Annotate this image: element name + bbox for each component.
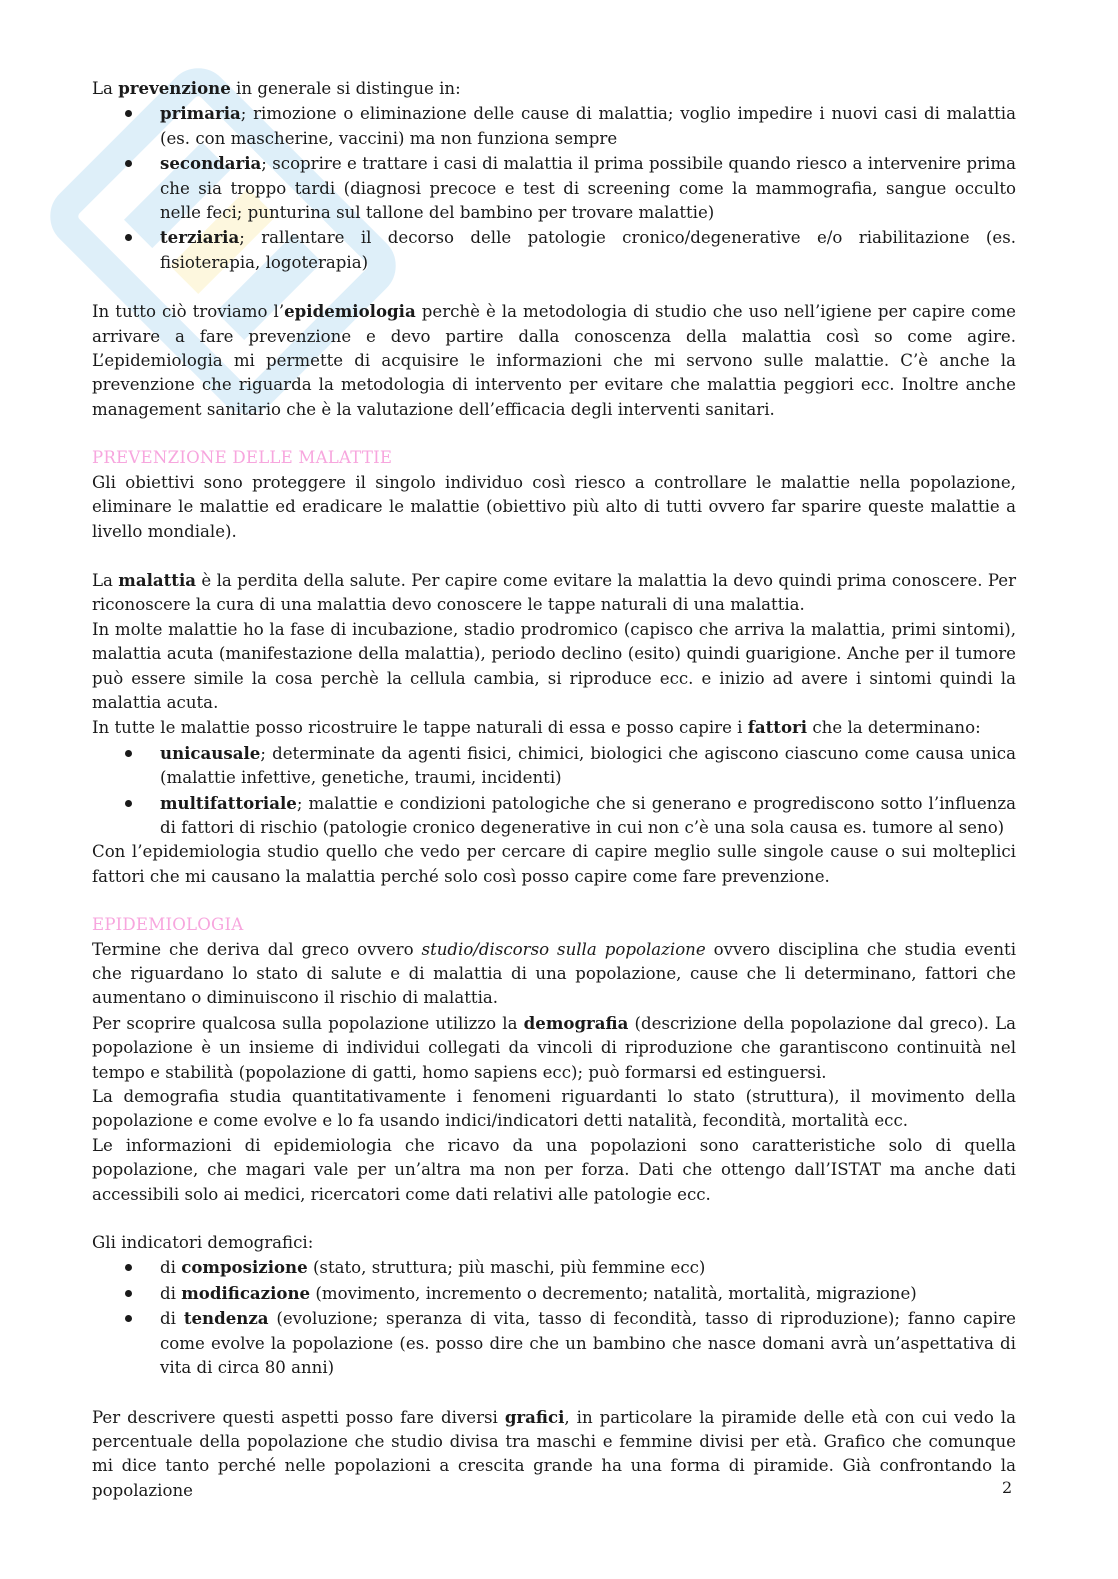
list-item: unicausale; determinate da agenti fisici, chimici, biologici che agiscono ciascuno come causa unica (malattie infettive, genetiche, traumi, incidenti) (92, 741, 1016, 791)
list-item: di modificazione (movimento, incremento o decremento; natalità, mortalità, migrazione) (92, 1281, 1016, 1306)
prevenzione-list (92, 101, 1016, 275)
bullet-icon (125, 110, 132, 117)
bullet-icon (125, 800, 132, 807)
fasi-paragraph: In molte malattie ho la fase di incubazione, stadio prodromico (capisco che arriva la malattia, primi sintomi), malattia acuta (manifestazione della malattia), periodo declino (esito) quindi guarigione. Anche per il tumore può essere simile la cosa perchè la cellula cambia, si riproduce ecc. e inizio ad avere i sintomi quindi la malattia acuta. (92, 619, 1016, 712)
fattori-list (92, 741, 1016, 841)
malattia-paragraph: La malattia è la perdita della salute. Per capire come evitare la malattia la devo quindi prima conoscere. Per riconoscere la cura di una malattia devo conoscere le tappe naturali di una malattia. (92, 569, 1017, 615)
heading-epidemiologia: EPIDEMIOLOGIA (92, 915, 244, 935)
list-item: di tendenza (evoluzione; speranza di vita, tasso di fecondità, tasso di riproduzione); fanno capire come evolve la popolazione (es. posso dire che un bambino che nasce domani avrà un’aspettativa di vita di circa 80 anni) (92, 1306, 1016, 1380)
prevenzione-intro: La prevenzione in generale si distingue in: (92, 78, 461, 98)
bullet-icon (125, 160, 132, 167)
list-item: primaria; rimozione o eliminazione delle cause di malattia; voglio impedire i nuovi casi di malattia (es. con mascherine, vaccini) ma non funziona sempre (92, 101, 1016, 151)
demografia-studia-paragraph: La demografia studia quantitativamente i fenomeni riguardanti lo stato (struttura), il movimento della popolazione e come evolve e lo fa usando indici/indicatori detti natalità, fecondità, mortalità ecc. (92, 1087, 1016, 1131)
list-item: multifattoriale; malattie e condizioni patologiche che si generano e progrediscono sotto l’influenza di fattori di rischio (patologie cronico degenerative in cui non c’è una sola causa es. tumore al seno) (92, 791, 1016, 841)
obiettivi-paragraph: Gli obiettivi sono proteggere il singolo individuo così riesco a controllare le malattie nella popolazione, eliminare le malattie ed eradicare le malattie (obiettivo più alto di tutti ovvero far sparire queste malattie a livello mondiale). (92, 472, 1016, 541)
list-item: secondaria; scoprire e trattare i casi di malattia il prima possibile quando riesco a intervenire prima che sia troppo tardi (diagnosi precoce e test di screening come la mammografia, sangue occulto nelle feci; punturina sul tallone del bambino per trovare malattie) (92, 151, 1016, 225)
bullet-icon (125, 234, 132, 241)
bullet-icon (125, 750, 132, 757)
demografia-paragraph: Per scoprire qualcosa sulla popolazione utilizzo la demografia (descrizione della popolazione dal greco). La popolazione è un insieme di individui collegati da vincoli di riproduzione che garantiscono continuità nel tempo e stabilità (popolazione di gatti, homo sapiens ecc); può formarsi ed estinguersi. (92, 1012, 1016, 1082)
epidemiologia-intro: In tutto ciò troviamo l’epidemiologia perchè è la metodologia di studio che uso nell’igiene per capire come arrivare a fare prevenzione e devo partire dalla conoscenza della malattia così so come agire. L’epidemiologia mi permette di acquisire le informazioni che mi servono sulle malattie. C’è anche la prevenzione che riguarda la metodologia di intervento per evitare che malattia peggiori ecc. Inoltre anche management sanitario che è la valutazione dell’efficacia degli interventi sanitari. (92, 301, 1016, 419)
fattori-intro: In tutte le malattie posso ricostruire le tappe naturali di essa e posso capire i fattori che la determinano: (92, 717, 981, 738)
heading-prevenzione-malattie: PREVENZIONE DELLE MALATTIE (92, 448, 393, 468)
list-item: terziaria; rallentare il decorso delle patologie cronico/degenerative e/o riabilitazione (es. fisioterapia, logoterapia) (92, 225, 1016, 275)
list-item: di composizione (stato, struttura; più maschi, più femmine ecc) (92, 1255, 1016, 1280)
grafici-paragraph: Per descrivere questi aspetti posso fare diversi grafici, in particolare la piramide delle età con cui vedo la percentuale della popolazione che studio divisa tra maschi e femmine divisi per età. Grafico che comunque mi dice tanto perché nelle popolazioni a crescita grande ha una forma di piramide. Già confrontando la popolazione (92, 1406, 1017, 1500)
indicatori-intro: Gli indicatori demografici: (92, 1233, 314, 1253)
definizione-paragraph: Termine che deriva dal greco ovvero studio/discorso sulla popolazione ovvero disciplina che studia eventi che riguardano lo stato di salute e di malattia di una popolazione, cause che li determinano, fattori che aumentano o diminuiscono il rischio di malattia. (92, 939, 1017, 1008)
document-page (92, 76, 1016, 1503)
conclusione-paragraph: Con l’epidemiologia studio quello che vedo per cercare di capire meglio sulle singole cause o sui molteplici fattori che mi causano la malattia perché solo così posso capire come fare prevenzione. (92, 842, 1016, 886)
bullet-icon (125, 1264, 132, 1271)
informazioni-paragraph: Le informazioni di epidemiologia che ricavo da una popolazioni sono caratteristiche solo di quella popolazione, che magari vale per un’altra ma non per forza. Dati che ottengo dall’ISTAT ma anche dati accessibili solo ai medici, ricercatori come dati relativi alle patologie ecc. (92, 1135, 1016, 1204)
indicatori-list (92, 1255, 1016, 1380)
page-number: 2 (1002, 1478, 1013, 1497)
bullet-icon (125, 1290, 132, 1297)
bullet-icon (125, 1315, 132, 1322)
